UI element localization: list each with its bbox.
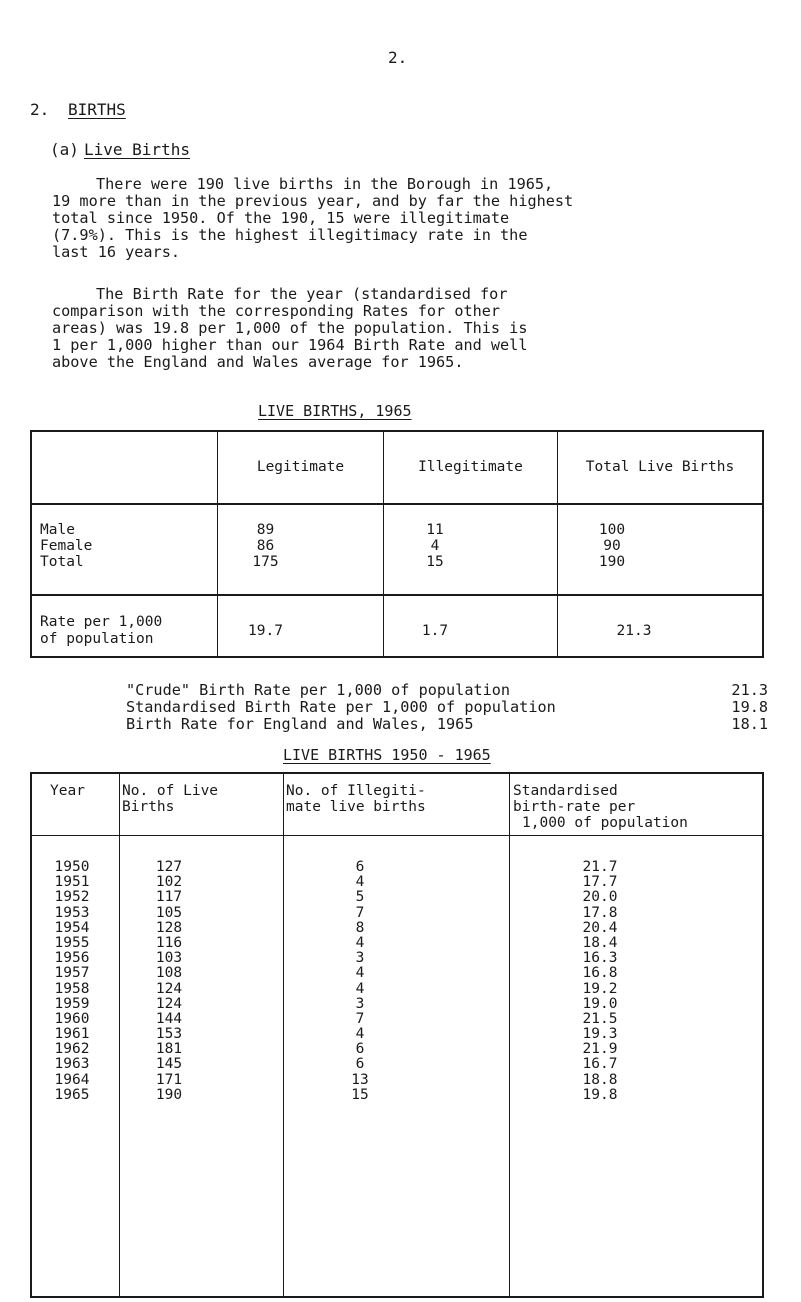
paragraph-line: There were 190 live births in the Borough in 1965, [96,175,554,193]
table1-title: LIVE BIRTHS, 1965 [258,402,412,420]
table1-header: Legitimate [256,459,345,475]
year-cell: 1961 [54,1026,90,1043]
standardised-rate-cell: 18.4 [582,934,618,951]
table1-cell: 86 [256,538,275,554]
paragraph-line: last 16 years. [52,243,181,261]
year-cell: 1950 [54,859,90,875]
table2-header-rate: Standardised [513,783,618,799]
live-births-column [140,860,198,1103]
table1-cell: 175 [252,554,279,570]
standardised-rate-cell: 16.3 [582,950,618,967]
standardised-rate-cell: 16.7 [582,1056,618,1073]
rate-label: Standardised Birth Rate per 1,000 of population [126,698,556,716]
table2-header-live-births: No. of Live [122,783,219,799]
year-cell: 1960 [54,1010,90,1027]
rate-value: 21.3 [731,681,768,699]
standardised-rate-cell: 18.8 [582,1071,618,1088]
illegitimate-births-cell: 6 [355,1041,365,1058]
year-cell: 1965 [54,1086,90,1103]
year-cell: 1952 [54,889,90,906]
live-births-cell: 124 [155,980,183,997]
table1-header: Total Live Births [585,459,735,475]
standardised-rate-cell: 16.8 [582,965,618,982]
illegitimate-births-cell: 4 [355,980,365,997]
table2-header-rate: birth-rate per [513,799,636,815]
standardised-rate-cell: 21.5 [582,1010,618,1027]
illegitimate-births-cell: 8 [355,919,365,936]
table1-rate-cell: 19.7 [248,623,283,639]
paragraph-line: comparison with the corresponding Rates for other [52,302,501,320]
standardised-rate-cell: 20.0 [582,889,618,906]
rate-label: "Crude" Birth Rate per 1,000 of population [126,681,511,699]
table1-cell: 11 [426,522,444,538]
paragraph-line: 19 more than in the previous year, and by far the highest [52,192,574,210]
table1-row-label: Total [40,554,84,570]
table1-cell: 190 [598,554,626,570]
table1-rate-cell: 1.7 [421,623,449,639]
year-cell: 1963 [54,1056,90,1073]
table2-header-live-births: Births [122,799,175,815]
illegitimate-births-cell: 15 [351,1086,369,1103]
subsection-title: Live Births [84,140,190,159]
table1-rate-cell: 21.3 [616,623,652,639]
table1-row-label: Male [40,522,75,538]
year-cell: 1951 [54,874,90,891]
standardised-rate-column [560,860,640,1103]
live-births-cell: 128 [155,919,183,936]
illegitimate-births-cell: 3 [355,995,365,1012]
paragraph-line: areas) was 19.8 per 1,000 of the population. This is [52,319,528,337]
table2-header-year: Year [50,783,85,799]
table2-header-illegitimate: mate live births [286,799,426,815]
standardised-rate-cell: 20.4 [582,919,618,936]
live-births-cell: 108 [155,965,183,982]
rate-value: 18.1 [731,715,768,733]
paragraph-line: above the England and Wales average for 1965. [52,353,464,371]
illegitimate-births-cell: 4 [355,965,365,982]
paragraph-line: total since 1950. Of the 190, 15 were illegitimate [52,209,510,227]
table1-cell: 15 [426,554,444,570]
year-cell: 1956 [54,950,90,967]
live-births-cell: 124 [155,995,183,1012]
year-cell: 1953 [54,904,90,921]
live-births-cell: 105 [155,904,183,921]
section-number: 2. [30,100,50,119]
table1-cell: 100 [598,522,626,538]
illegitimate-births-cell: 4 [355,1026,365,1043]
standardised-rate-cell: 17.8 [582,904,618,921]
standardised-rate-cell: 19.8 [582,1086,618,1103]
live-births-cell: 127 [155,859,183,875]
section-title: BIRTHS [68,100,126,119]
year-cell: 1964 [54,1071,90,1088]
table1-cell: 90 [603,538,621,554]
table1-rate-label: of population [40,631,154,647]
year-cell: 1958 [54,980,90,997]
illegitimate-births-column [330,860,390,1103]
illegitimate-births-cell: 7 [355,904,365,921]
illegitimate-births-cell: 6 [355,1056,365,1073]
live-births-cell: 117 [155,889,183,906]
illegitimate-births-cell: 7 [355,1010,365,1027]
live-births-cell: 145 [155,1056,183,1073]
page-number: 2. [388,48,408,67]
paragraph-line: (7.9%). This is the highest illegitimacy rate in the [52,226,528,244]
table1-cell: 89 [256,522,275,538]
live-births-cell: 190 [155,1086,183,1103]
illegitimate-births-cell: 3 [355,950,365,967]
illegitimate-births-cell: 4 [355,934,365,951]
illegitimate-births-cell: 5 [355,889,365,906]
live-births-cell: 171 [155,1071,183,1088]
rate-label: Birth Rate for England and Wales, 1965 [126,715,474,733]
live-births-cell: 103 [155,950,183,967]
live-births-cell: 181 [155,1041,183,1058]
year-cell: 1955 [54,934,90,951]
table1-row-label: Female [40,538,93,554]
table1-header: Illegitimate [418,459,523,475]
year-cell: 1954 [54,919,90,936]
standardised-rate-cell: 19.3 [582,1026,618,1043]
standardised-rate-cell: 19.0 [582,995,618,1012]
illegitimate-births-cell: 4 [355,874,365,891]
table1-cell: 4 [430,538,440,554]
standardised-rate-cell: 21.7 [582,859,618,875]
paragraph-line: 1 per 1,000 higher than our 1964 Birth Rate and well [52,336,528,354]
live-births-cell: 153 [155,1026,183,1043]
illegitimate-births-cell: 6 [355,859,365,875]
table1-rate-label: Rate per 1,000 [40,614,163,630]
standardised-rate-cell: 19.2 [582,980,618,997]
standardised-rate-cell: 17.7 [582,874,618,891]
paragraph-line: The Birth Rate for the year (standardised for [96,285,508,303]
illegitimate-births-cell: 13 [351,1071,369,1088]
year-cell: 1957 [54,965,90,982]
year-column [32,860,112,1103]
table2-title: LIVE BIRTHS 1950 - 1965 [283,746,491,764]
subsection-label: (a) [50,140,79,159]
rate-value: 19.8 [731,698,768,716]
table2-header-illegitimate: No. of Illegiti- [286,783,426,799]
live-births-cell: 116 [155,934,183,951]
standardised-rate-cell: 21.9 [582,1041,618,1058]
live-births-cell: 102 [155,874,183,891]
year-cell: 1962 [54,1041,90,1058]
year-cell: 1959 [54,995,90,1012]
table2-header-rate: 1,000 of population [522,815,688,831]
live-births-cell: 144 [155,1010,183,1027]
